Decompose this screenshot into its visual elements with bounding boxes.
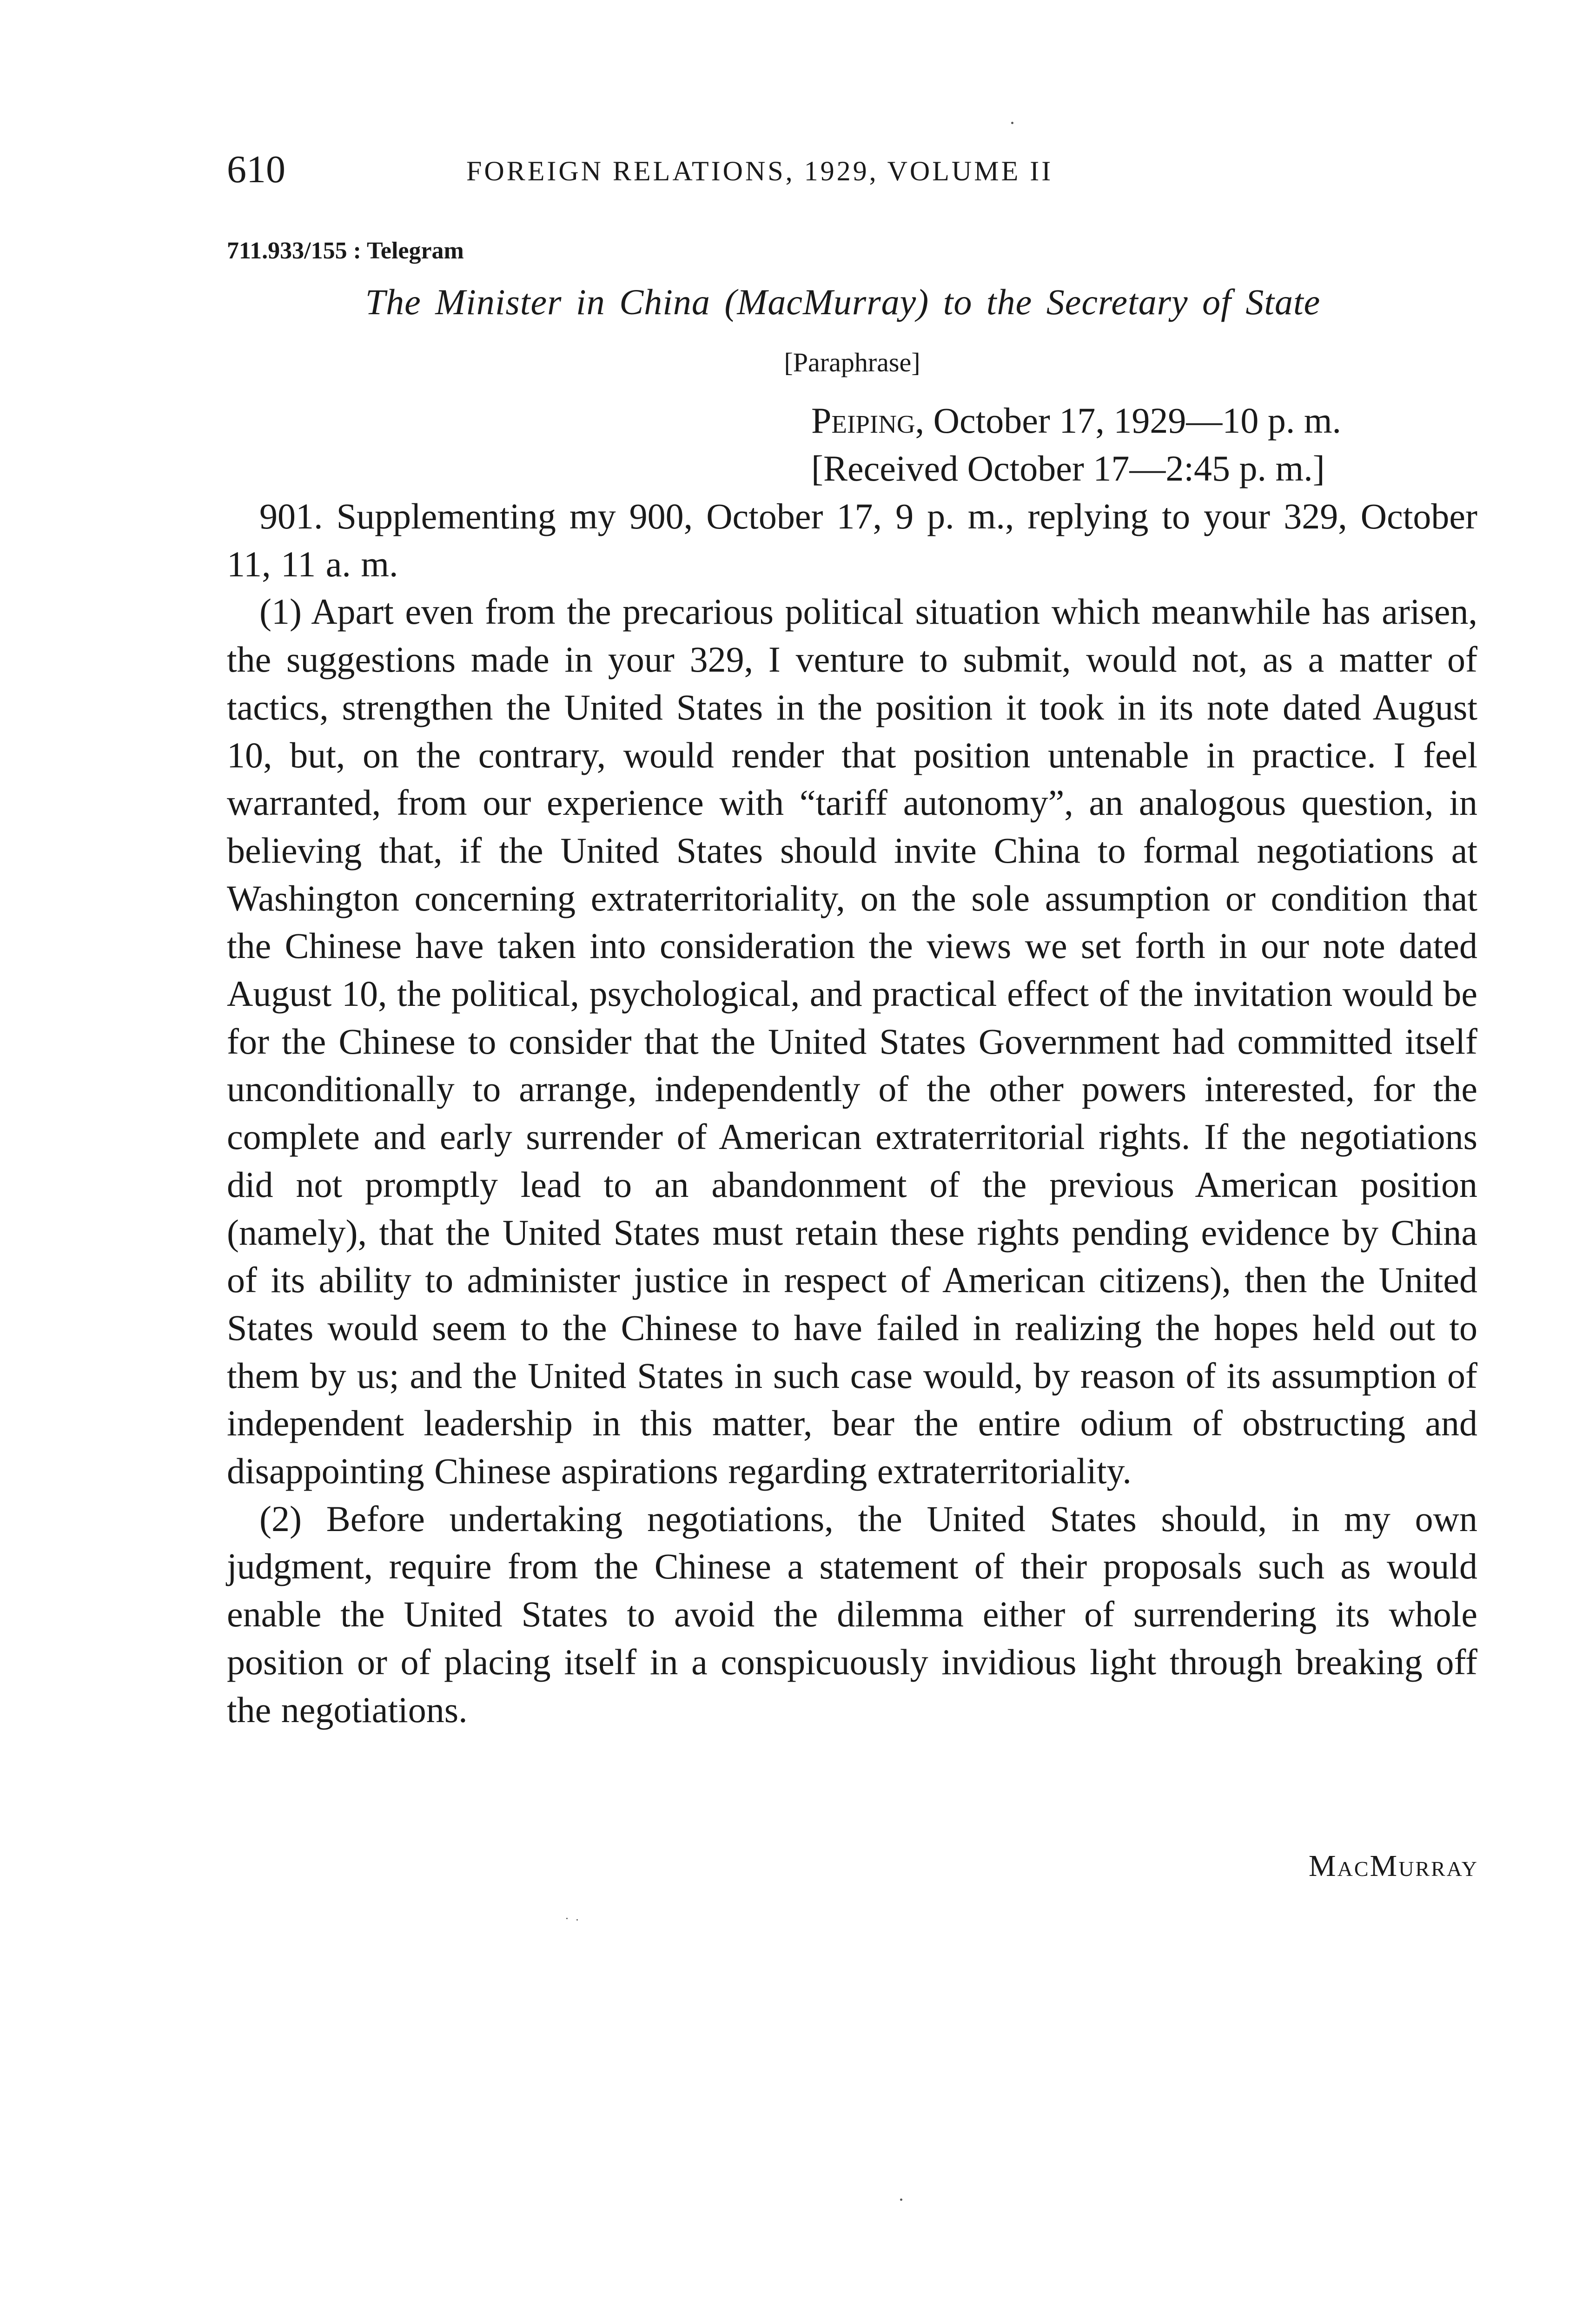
dateline-date: October 17, 1929—10 p. m.	[924, 400, 1342, 441]
page-number: 610	[227, 148, 285, 191]
scan-speck	[900, 2199, 902, 2201]
telegram-body	[227, 493, 1477, 1734]
scan-speck	[576, 1919, 578, 1921]
signature: MacMurray	[1308, 1849, 1478, 1883]
scan-speck	[1011, 122, 1013, 124]
document-reference: 711.933/155 : Telegram	[227, 238, 464, 264]
dateline	[811, 397, 1341, 444]
dateline-place: Peiping,	[811, 400, 925, 441]
scan-speck	[566, 1918, 568, 1919]
running-head: FOREIGN RELATIONS, 1929, VOLUME II	[466, 156, 1053, 186]
received-line: [Received October 17—2:45 p. m.]	[811, 448, 1325, 489]
paraphrase-note: [Paraphrase]	[784, 347, 920, 377]
paragraph-1: (1) Apart even from the precarious political situation which meanwhile has arisen, the suggestions made in your 329, I venture to submit, would not, as a matter of tactics, strengthen the United States in the position it took in its note dated August 10, but, on the contrary, would render that position untenable in practice. I feel warranted, from our experience with “tariff autonomy”, an analogous question, in believing that, if the United States should invite China to formal negotiations at Washington concerning extraterritoriality, on the sole assumption or condition that the Chinese have taken into consideration the views we set forth in our note dated August 10, the political, psychological, and practical effect of the invitation would be for the Chinese to consider that the United States Government had committed itself unconditionally to arrange, independently of the other powers interested, for the complete and early surrender of American extraterritorial rights. If the negotiations did not promptly lead to an abandonment of the previous American position (namely), that the United States must retain these rights pending evidence by China of its ability to administer justice in respect of American citizens), then the United States would seem to the Chinese to have failed in realizing the hopes held out to them by us; and the United States in such case would, by reason of its assumption of independent leadership in this matter, bear the entire odium of obstructing and disappointing Chinese aspirations regarding extraterritoriality.	[227, 591, 1477, 1492]
paragraph-2: (2) Before undertaking negotiations, the United States should, in my own judgment, require from the Chinese a statement of their proposals such as would enable the United States to avoid the dilemma either of surrendering its whole position or of placing itself in a conspicuously invidious light through breaking off the negotiations.	[227, 1498, 1477, 1730]
document-title: The Minister in China (MacMurray) to the Secretary of State	[365, 282, 1321, 322]
page-header	[227, 144, 1315, 195]
paragraph-intro: 901. Supplementing my 900, October 17, 9 p. m., replying to your 329, October 11, 11 a. m.	[227, 496, 1477, 584]
